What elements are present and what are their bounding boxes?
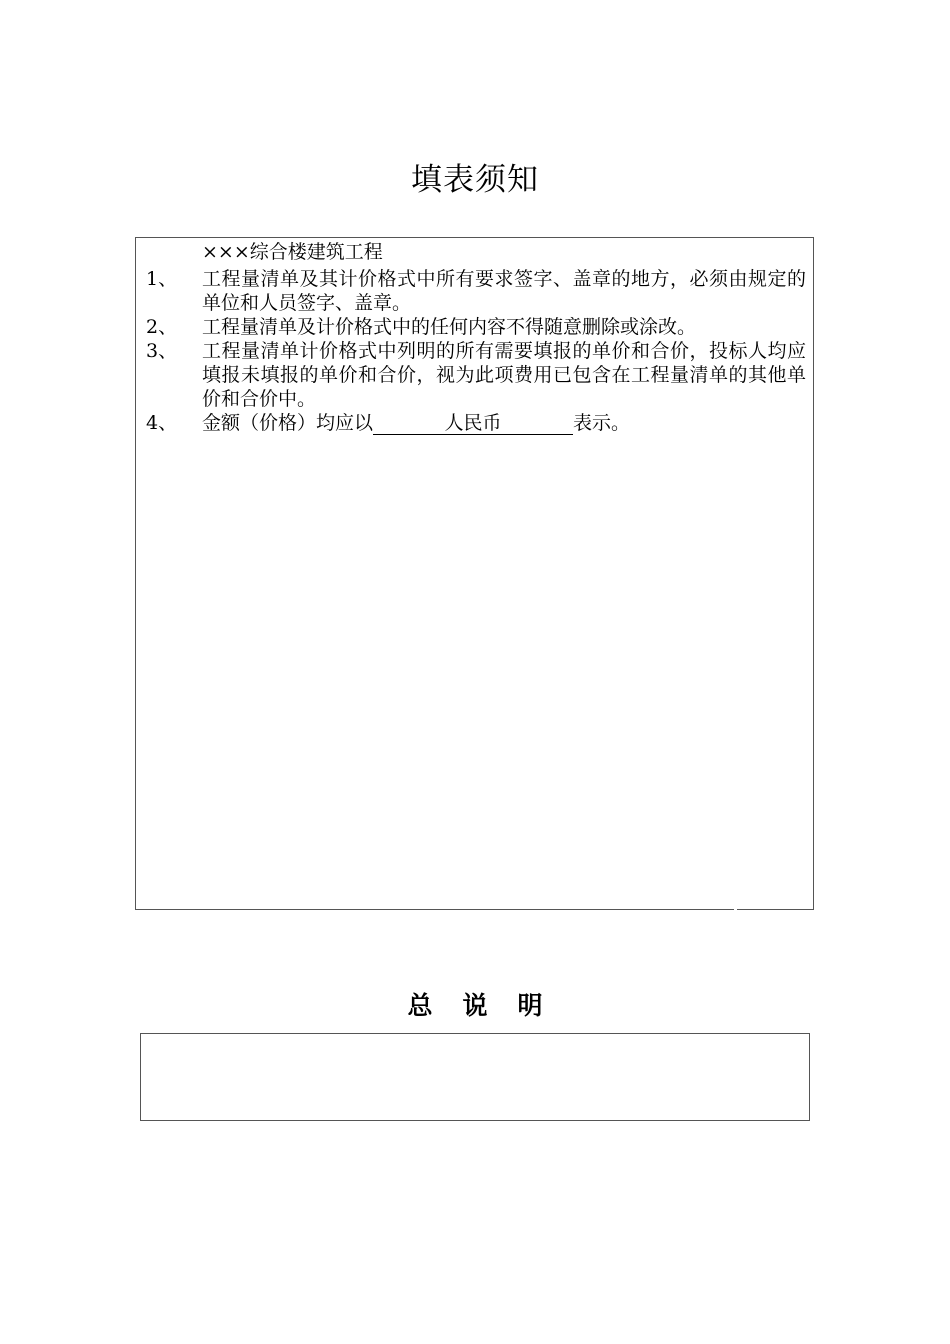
currency-field: 人民币 <box>373 413 573 435</box>
item-text-before: 金额（价格）均应以 <box>202 412 374 434</box>
notice-item-2 <box>146 315 806 339</box>
item-text: 工程量清单及计价格式中的任何内容不得随意删除或涂改。 <box>202 316 697 338</box>
item-number: 4、 <box>146 412 178 434</box>
item-number: 1、 <box>146 268 178 290</box>
item-text <box>202 411 806 435</box>
notice-item-3 <box>146 339 806 411</box>
item-text: 工程量清单计价格式中列明的所有需要填报的单价和合价，投标人均应填报未填报的单价和合价，视为此项费用已包含在工程量清单的其他单价和合价中。 <box>202 340 806 410</box>
general-description-box <box>140 1033 810 1121</box>
notice-box <box>135 237 814 910</box>
border-gap <box>734 908 737 911</box>
notice-item-1 <box>146 267 806 315</box>
project-name: ×××综合楼建筑工程 <box>202 241 383 263</box>
page-title: 填表须知 <box>411 162 539 198</box>
item-text-after: 表示。 <box>573 412 631 434</box>
general-description-title: 总说明 <box>407 991 573 1020</box>
notice-item-4 <box>146 411 806 435</box>
item-number: 3、 <box>146 340 178 362</box>
item-number: 2、 <box>146 316 178 338</box>
item-text: 工程量清单及其计价格式中所有要求签字、盖章的地方，必须由规定的单位和人员签字、盖章。 <box>202 268 806 314</box>
